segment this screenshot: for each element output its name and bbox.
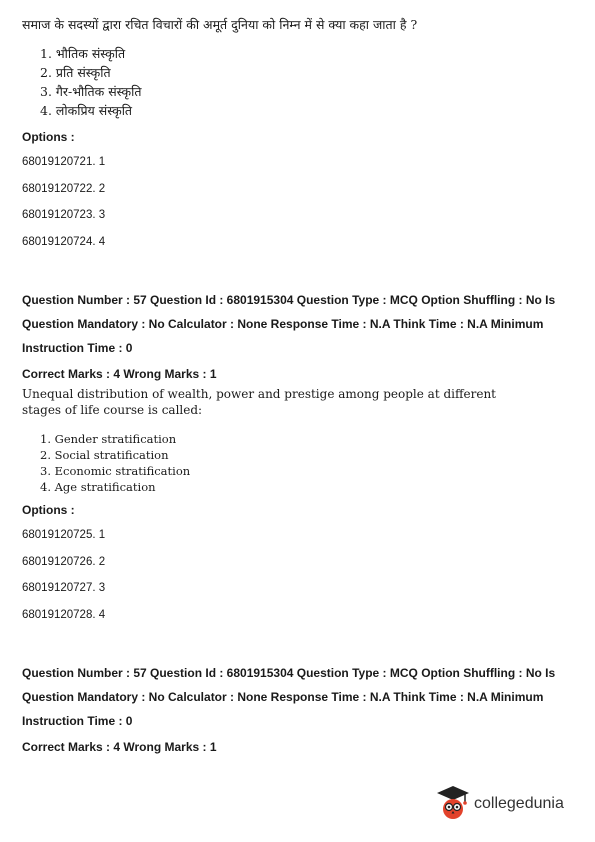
option-id-8: 68019120728. 4 [22,609,106,621]
hindi-choice-1: 1. भौतिक संस्कृति [40,46,126,61]
hindi-choice-2: 2. प्रति संस्कृति [40,65,111,80]
question-meta-line-1b: Question Number : 57 Question Id : 6801915304 Question Type : MCQ Option Shuffling : No Is [22,666,556,680]
english-question-line-1: Unequal distribution of wealth, power and prestige among people at different [22,387,496,401]
option-id-6: 68019120726. 2 [22,556,106,568]
question-meta-line-3: Instruction Time : 0 [22,341,133,355]
options-label: Options : [22,130,75,144]
hindi-choice-3: 3. गैर-भौतिक संस्कृति [40,84,142,99]
option-id-3: 68019120723. 3 [22,209,106,221]
english-choice-3: 3. Economic stratification [40,464,191,478]
question-meta-line-2b: Question Mandatory : No Calculator : None Response Time : N.A Think Time : N.A Minimum [22,690,544,704]
option-id-7: 68019120727. 3 [22,582,106,594]
logo-text: collegedunia [474,795,564,812]
collegedunia-logo [436,786,564,822]
english-choice-1: 1. Gender stratification [40,432,177,446]
english-choice-4: 4. Age stratification [40,480,156,494]
graduate-owl-icon [436,784,470,825]
question-meta-line-3b: Instruction Time : 0 [22,714,133,728]
english-question-line-2: stages of life course is called: [22,403,203,417]
english-choice-2: 2. Social stratification [40,448,169,462]
hindi-question-text: समाज के सदस्यों द्वारा रचित विचारों की अमूर्त दुनिया को निम्न में से क्या कहा जाता है ? [22,17,418,32]
correct-wrong-marks-2: Correct Marks : 4 Wrong Marks : 1 [22,740,217,754]
question-meta-line-1: Question Number : 57 Question Id : 6801915304 Question Type : MCQ Option Shuffling : No Is [22,293,556,307]
options-label-2: Options : [22,503,75,517]
option-id-2: 68019120722. 2 [22,183,106,195]
hindi-choice-4: 4. लोकप्रिय संस्कृति [40,103,133,118]
option-id-1: 68019120721. 1 [22,156,106,168]
question-meta-line-2: Question Mandatory : No Calculator : None Response Time : N.A Think Time : N.A Minimum [22,317,544,331]
option-id-4: 68019120724. 4 [22,236,106,248]
option-id-5: 68019120725. 1 [22,529,106,541]
correct-wrong-marks: Correct Marks : 4 Wrong Marks : 1 [22,367,217,381]
